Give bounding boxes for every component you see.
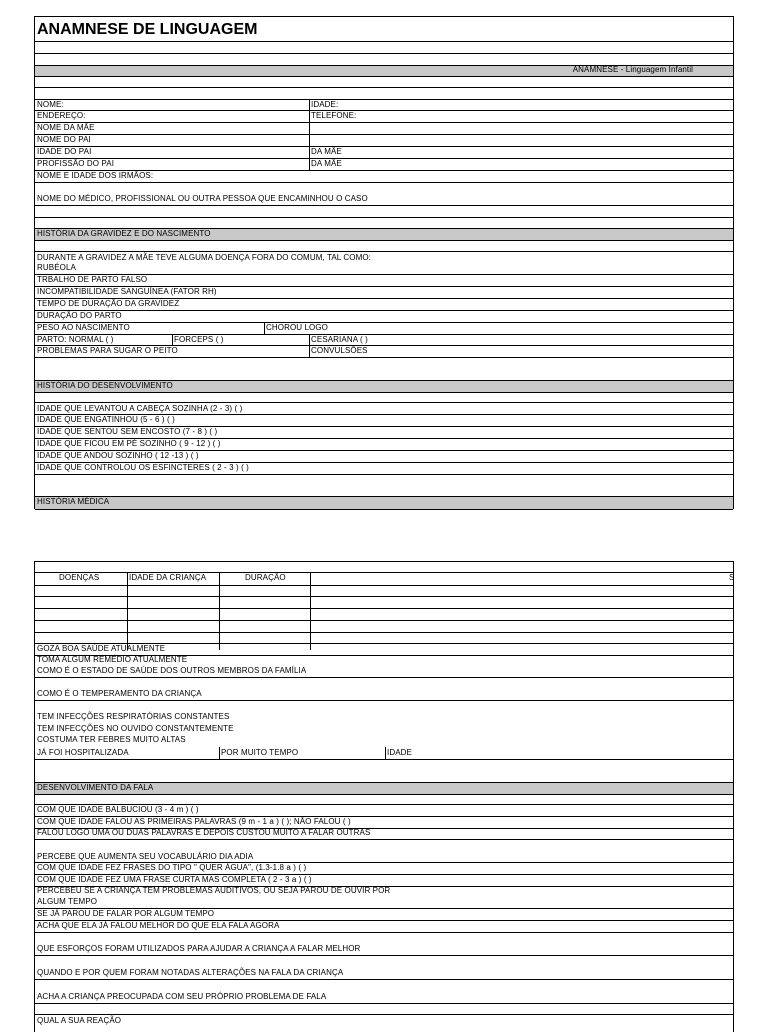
field-trabalho-parto[interactable]: TRBALHO DE PARTO FALSO (37, 275, 148, 284)
field-falou-melhor[interactable]: ACHA QUE ELA JÁ FALOU MELHOR DO QUE ELA FALA AGORA (37, 921, 280, 930)
row-divider (35, 99, 733, 100)
field-forceps[interactable]: FORCEPS ( ) (174, 335, 224, 344)
column-divider (309, 147, 310, 171)
field-desenv-sentou[interactable]: IDADE QUE SENTOU SEM ENCOSTO (7 - 8 ) ( ) (37, 427, 218, 436)
field-nome-pai[interactable]: NOME DO PAI (37, 135, 91, 144)
row-divider (35, 839, 733, 840)
field-hospitalizada[interactable]: JÁ FOI HOSPITALIZADA (37, 748, 129, 757)
form-subtitle: ANAMNESE - Linguagem Infantil (572, 65, 693, 74)
field-problemas-auditivos[interactable]: PERCEBEU SE A CRIANÇA TEM PROBLEMAS AUDITIVOS, OU SEJA PAROU DE OUVIR POR (37, 886, 391, 895)
field-frases[interactable]: COM QUE IDADE FEZ FRASES DO TIPO " QUER ÁGUA", (1.3-1.8 a ) ( ) (37, 863, 307, 872)
field-profissao-mae[interactable]: DA MÃE (311, 159, 342, 168)
field-problemas-auditivos-cont: ALGUM TEMPO (37, 897, 98, 906)
row-divider (35, 677, 733, 678)
column-divider (219, 572, 220, 650)
section-fala: DESENVOLVIMENTO DA FALA (37, 783, 154, 792)
field-preocupada[interactable]: ACHA A CRIANÇA PREOCUPADA COM SEU PRÓPRIO PROBLEMA DE FALA (37, 992, 327, 1001)
row-divider (35, 146, 733, 147)
field-frase-completa[interactable]: COM QUE IDADE FEZ UMA FRASE CURTA MAS COMPLETA ( 2 - 3 a ) ( ) (37, 875, 312, 884)
column-divider (264, 322, 265, 334)
form-page-2 (34, 561, 734, 1032)
column-divider (172, 334, 173, 345)
field-balbuciou[interactable]: COM QUE IDADE BALBUCIOU (3 - 4 m ) ( ) (37, 805, 199, 814)
table-row (35, 608, 733, 609)
field-esforcos[interactable]: QUE ESFORÇOS FORAM UTILIZADOS PARA AJUDAR A CRIANÇA A FALAR MELHOR (37, 944, 361, 953)
section-historia-medica: HISTÓRIA MÉDICA (37, 497, 110, 506)
field-cesariana[interactable]: CESARIANA ( ) (311, 335, 368, 344)
field-remedio[interactable]: TOMA ALGUM REMÉDIO ATUALMENTE (37, 655, 188, 664)
row-divider (35, 41, 733, 42)
field-nome-mae[interactable]: NOME DA MÃE (37, 123, 95, 132)
field-convulsoes[interactable]: CONVULSÕES (311, 346, 368, 355)
row-divider (35, 1014, 733, 1015)
field-irmaos[interactable]: NOME E IDADE DOS IRMÃOS: (37, 171, 154, 180)
column-divider (127, 572, 128, 650)
field-tempo-gravidez[interactable]: TEMPO DE DURAÇÃO DA GRAVIDEZ (37, 299, 180, 308)
field-desenv-em-pe[interactable]: IDADE QUE FICOU EM PÉ SOZINHO ( 9 - 12 ) ( ) (37, 439, 221, 448)
field-vocabulario[interactable]: PERCEBE QUE AUMENTA SEU VOCABULÁRIO DIA ADIA (37, 852, 254, 861)
row-divider (35, 53, 733, 54)
row-divider (35, 322, 733, 323)
section-band (35, 496, 733, 510)
column-divider (385, 747, 386, 759)
field-rubeola[interactable]: RUBÉOLA (37, 263, 76, 272)
section-desenvolvimento: HISTÓRIA DO DESENVOLVIMENTO (37, 381, 173, 390)
row-divider (35, 759, 733, 760)
field-parou-falar[interactable]: SE JÁ PAROU DE FALAR POR ALGUM TEMPO (37, 909, 215, 918)
field-goza-saude[interactable]: GOZA BOA SAÚDE ATUALMENTE (37, 644, 166, 653)
row-divider (35, 1003, 733, 1004)
row-divider (35, 251, 733, 252)
field-temperamento[interactable]: COMO É O TEMPERAMENTO DA CRIANÇA (37, 689, 202, 698)
form-page-1 (34, 16, 734, 509)
table-row (35, 620, 733, 621)
row-divider (35, 122, 733, 123)
row-divider (35, 310, 733, 311)
row-divider (35, 110, 733, 111)
field-alteracoes[interactable]: QUANDO E POR QUEM FORAM NOTADAS ALTERAÇÕES NA FALA DA CRIANÇA (37, 968, 344, 977)
row-divider (35, 700, 733, 701)
field-idade-pai[interactable]: IDADE DO PAI (37, 147, 92, 156)
row-divider (35, 87, 733, 88)
row-divider (35, 474, 733, 475)
field-nome[interactable]: NOME: (37, 100, 64, 109)
field-doenca-gravidez[interactable]: DURANTE A GRAVIDEZ A MÃE TEVE ALGUMA DOENÇA FORA DO COMUM, TAL COMO: (37, 253, 371, 262)
row-divider (35, 217, 733, 218)
field-idade[interactable]: IDADE: (311, 100, 339, 109)
table-row (35, 632, 733, 633)
field-medico[interactable]: NOME DO MÉDICO, PROFISSIONAL OU OUTRA PESSOA QUE ENCAMINHOU O CASO (37, 194, 368, 203)
field-profissao-pai[interactable]: PROFISSÃO DO PAI (37, 159, 115, 168)
field-febres[interactable]: COSTUMA TER FEBRES MUITO ALTAS (37, 735, 186, 744)
row-divider (35, 402, 733, 403)
field-incompatibilidade[interactable]: INCOMPATIBILIDADE SANGUÍNEA (FATOR RH) (37, 287, 217, 296)
field-parto-normal[interactable]: PARTO: NORMAL ( ) (37, 335, 114, 344)
field-hospital-idade[interactable]: IDADE (387, 748, 412, 757)
page-edge-mark: S (729, 573, 735, 582)
row-divider (35, 205, 733, 206)
row-divider (35, 955, 733, 956)
field-telefone[interactable]: TELEFONE: (311, 111, 357, 120)
table-header-duracao: DURAÇÃO (245, 573, 286, 582)
field-idade-mae[interactable]: DA MÃE (311, 147, 342, 156)
row-divider (35, 932, 733, 933)
field-chorou[interactable]: CHOROU LOGO (266, 323, 328, 332)
field-infeccoes-respiratorias[interactable]: TEM INFECÇÕES RESPIRATÓRIAS CONSTANTES (37, 712, 230, 721)
row-divider (35, 158, 733, 159)
row-divider (35, 134, 733, 135)
field-primeiras-palavras[interactable]: COM QUE IDADE FALOU AS PRIMEIRAS PALAVRAS (9 m - 1 a ) ( ); NÃO FALOU ( ) (37, 817, 351, 826)
field-peso[interactable]: PESO AO NASCIMENTO (37, 323, 130, 332)
column-divider (219, 747, 220, 759)
field-custou-falar[interactable]: FALOU LOGO UMA OU DUAS PALAVRAS E DEPOIS CUSTOU MUITO A FALAR OUTRAS (37, 828, 371, 837)
field-saude-membros[interactable]: COMO É O ESTADO DE SAÚDE DOS OUTROS MEMBROS DA FAMÍLIA (37, 666, 307, 675)
field-duracao-parto[interactable]: DURAÇÃO DO PARTO (37, 311, 122, 320)
table-header-idade: IDADE DA CRIANÇA (129, 573, 207, 582)
table-row (35, 585, 733, 586)
field-desenv-andou[interactable]: IDADE QUE ANDOU SOZINHO ( 12 -13 ) ( ) (37, 451, 199, 460)
row-divider (35, 357, 733, 358)
field-endereco[interactable]: ENDEREÇO: (37, 111, 86, 120)
row-divider (35, 182, 733, 183)
field-muito-tempo[interactable]: POR MUITO TEMPO (221, 748, 299, 757)
table-header-doencas: DOENÇAS (59, 573, 100, 582)
section-gravidez: HISTÓRIA DA GRAVIDEZ E DO NASCIMENTO (37, 229, 211, 238)
field-sugar[interactable]: PROBLEMAS PARA SUGAR O PEITO (37, 346, 178, 355)
table-row (35, 596, 733, 597)
field-reacao[interactable]: QUAL A SUA REAÇÃO (37, 1016, 122, 1025)
column-divider (309, 99, 310, 147)
form-title: ANAMNESE DE LINGUAGEM (37, 21, 258, 38)
row-divider (35, 334, 733, 335)
field-infeccoes-ouvido[interactable]: TEM INFECÇÕES NO OUVIDO CONSTANTEMENTE (37, 724, 234, 733)
column-divider (310, 572, 311, 650)
field-desenv-engatinhou[interactable]: IDADE QUE ENGATINHOU (5 - 6 ) ( ) (37, 415, 175, 424)
field-desenv-cabeca[interactable]: IDADE QUE LEVANTOU A CABEÇA SOZINHA (2 - 3) ( ) (37, 404, 243, 413)
row-divider (35, 979, 733, 980)
field-desenv-esfincteres[interactable]: IDADE QUE CONTROLOU OS ESFINCTERES ( 2 - 3 ) ( ) (37, 463, 249, 472)
